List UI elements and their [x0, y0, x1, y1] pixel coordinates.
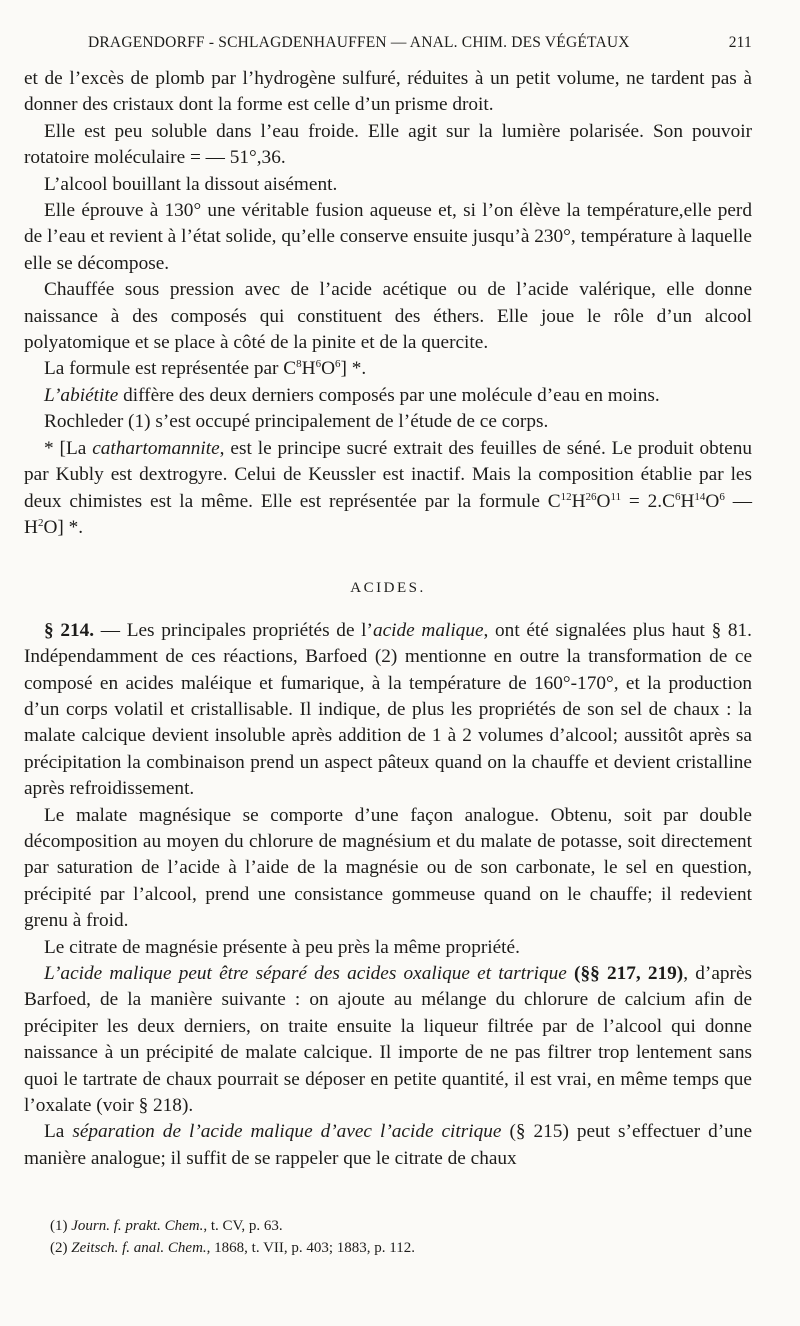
text: , ont été signalées plus haut § 81. Indépendamment de ces réactions, Barfoed (2) mentionne en outre la transformation de ce composé en acides maléique et fumarique, à la température de 160°-170°, et la production d’un corps volatil et cristallisable. Il indique, de plus les propriétés de son sel de chaux : la malate calcique devient insoluble après addition de 1 à 2 volumes d’alcool; aussitôt après sa précipitation la combinaison prend un aspect pâteux quand on la chauffe et devient cristalline après refroidissement. [24, 619, 752, 800]
text: O [705, 490, 720, 512]
footnote-marker: (1) [50, 1218, 68, 1234]
text: * [La [44, 437, 93, 459]
text: , 1868, t. VII, p. 403; 1883, p. 112. [206, 1240, 416, 1256]
page-body [24, 66, 752, 1172]
paragraph: Le malate magnésique se comporte d’une façon analogue. Obtenu, soit par double décomposition au moyen du chlorure de magnésium et du malate de potasse, soit directement par saturation de l’acide à l’aide de la magnésie ou de son carbonate, le sel en question, précipité par l’alcool, prend une consistance gommeuse quand on le chauffe; il redevient grenu à froid. [24, 804, 752, 932]
text: O] *. [43, 516, 84, 538]
text: , t. CV, p. 63. [203, 1218, 283, 1234]
superscript: 6 [335, 358, 341, 371]
paragraph [24, 383, 752, 409]
paragraph: Rochleder (1) s’est occupé principalement de l’étude de ce corps. [44, 411, 549, 433]
section-paragraph [24, 618, 752, 803]
text: O [321, 358, 336, 380]
superscript: 14 [694, 490, 706, 503]
text: La [44, 1121, 73, 1143]
superscript: 6 [719, 490, 725, 503]
section-heading: ACIDES. [350, 580, 426, 597]
paragraph: Le citrate de magnésie présente à peu près la même propriété. [44, 936, 520, 958]
footnotes [24, 1215, 752, 1259]
text: H [571, 490, 586, 512]
paragraph: et de l’excès de plomb par l’hydrogène sulfuré, réduites à un petit volume, ne tardent pas à donner des cristaux dont la forme est celle d’un prisme droit. [24, 68, 752, 116]
text: diffère des deux derniers composés par une molécule d’eau en moins. [118, 384, 660, 406]
text: — H [24, 490, 752, 538]
italic-term: cathartomannite [92, 437, 220, 459]
superscript: 12 [560, 490, 572, 503]
paragraph [24, 961, 752, 1119]
text: ] *. [340, 358, 367, 380]
superscript: 6 [315, 358, 322, 371]
section-refs: (§§ 217, 219) [566, 963, 684, 984]
footnote [24, 1237, 752, 1259]
text: H [680, 490, 695, 512]
page-number: 211 [728, 34, 752, 51]
italic-term: acide malique [372, 619, 484, 641]
text: = 2.C [621, 490, 675, 512]
text: — Les principales propriétés de l’ [94, 619, 373, 641]
journal-title: Zeitsch. f. anal. Chem. [71, 1240, 207, 1256]
running-title: DRAGENDORFF - SCHLAGDENHAUFFEN — ANAL. CHIM. DES VÉGÉTAUX [88, 34, 630, 51]
note-paragraph [24, 436, 752, 542]
running-header [24, 34, 752, 60]
text: (§ 215) peut s’effectuer d’une manière analogue; il suffit de se rappeler que le citrate de chaux [24, 1121, 753, 1169]
text: , d’après Barfoed, de la manière suivante : on ajoute au mélange du chlorure de calcium afin de précipiter les deux derniers, on traite ensuite la liqueur filtrée par de l’alcool qui donne naissance à un précipité de malate calcique. Il importe de ne pas filtrer trop lentement sans quoi le tartrate de chaux pourrait se déposer en petite quantité, il est vrai, en même temps que l’oxalate (voir § 218). [24, 963, 753, 1117]
page [24, 34, 752, 1172]
footnote [24, 1215, 752, 1237]
superscript: 26 [585, 490, 597, 503]
formula-paragraph [24, 356, 752, 382]
superscript: 11 [610, 490, 622, 503]
section-number: § 214. [44, 619, 95, 641]
text: H [301, 358, 316, 380]
paragraph: Chauffée sous pression avec de l’acide acétique ou de l’acide valérique, elle donne naissance à des composés qui constituent des éthers. Elle joue le rôle d’un alcool polyatomique et se place à côté de la pinite et de la quercite. [24, 279, 752, 354]
text: O [596, 490, 611, 512]
text: La formule est représentée par C [44, 358, 297, 380]
italic-term: L’acide malique peut être séparé des acides oxalique et tartrique [44, 963, 567, 984]
paragraph: L’alcool bouillant la dissout aisément. [44, 173, 338, 195]
paragraph [24, 1119, 752, 1172]
journal-title: Journ. f. prakt. Chem. [71, 1218, 204, 1234]
footnote-marker: (2) [50, 1240, 68, 1256]
italic-term: séparation de l’acide malique d’avec l’acide citrique [72, 1121, 502, 1143]
paragraph: Elle est peu soluble dans l’eau froide. Elle agit sur la lumière polarisée. Son pouvoir rotatoire moléculaire = — 51°,36. [24, 120, 752, 169]
superscript: 8 [296, 358, 302, 371]
italic-term: L’abiétite [44, 384, 119, 406]
paragraph: Elle éprouve à 130° une véritable fusion aqueuse et, si l’on élève la température,elle perd de l’eau et revient à l’état solide, qu’elle conserve ensuite jusqu’à 230°, température à laquelle elle se décompose. [24, 200, 752, 274]
superscript: 6 [674, 490, 681, 503]
superscript: 2 [37, 516, 44, 529]
text: , est le principe sucré extrait des feuilles de séné. Le produit obtenu par Kubly est dextrogyre. Celui de Keussler est inactif. Mais la composition établie par les deux chimistes est la même. Elle est représentée par la formule C [24, 437, 752, 512]
